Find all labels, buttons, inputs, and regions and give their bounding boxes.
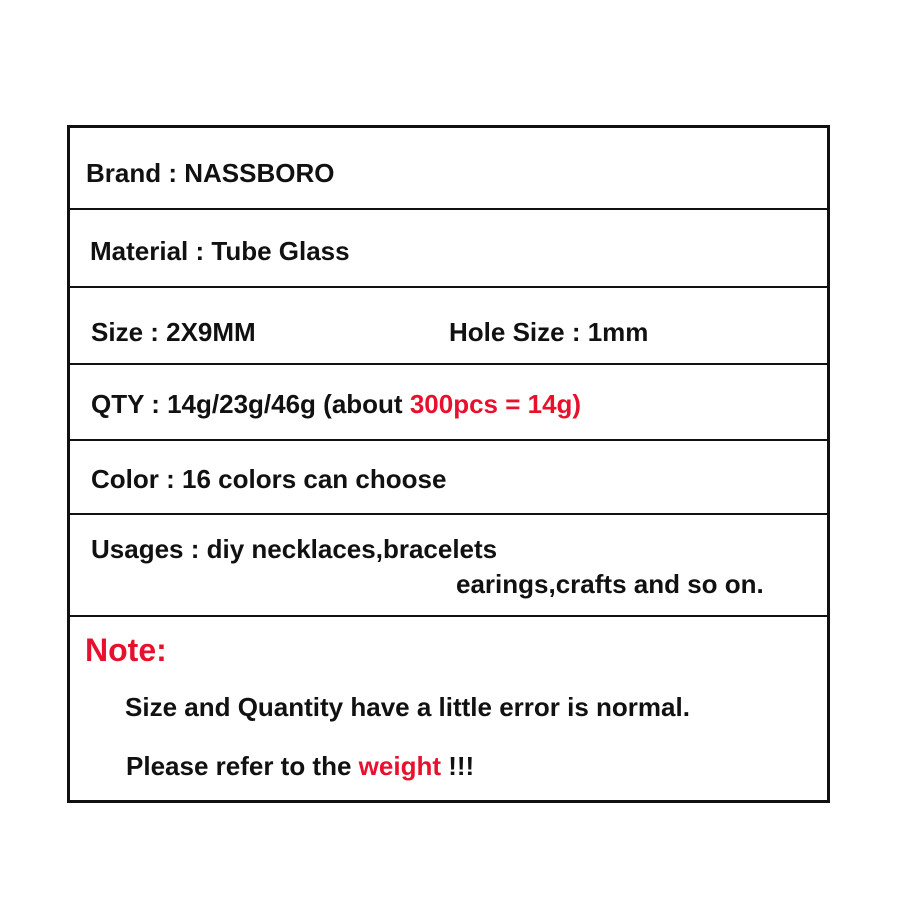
usages-row <box>70 515 827 617</box>
note-weight-highlight: weight <box>358 751 441 781</box>
quantity-row <box>70 365 827 441</box>
product-spec-table <box>67 125 830 803</box>
quantity-prefix: QTY : 14g/23g/46g (about <box>91 389 410 419</box>
note-line2-suffix: !!! <box>441 751 475 781</box>
usages-text-line2: earings,crafts and so on. <box>456 569 764 599</box>
note-title: Note: <box>85 632 167 668</box>
note-text-line1: Size and Quantity have a little error is normal. <box>125 692 690 722</box>
size-text: Size : 2X9MM <box>91 317 256 347</box>
brand-row <box>70 128 827 210</box>
material-text: Material : Tube Glass <box>90 236 350 266</box>
quantity-highlight: 300pcs = 14g) <box>409 389 582 419</box>
hole-size-text: Hole Size : 1mm <box>449 317 649 347</box>
brand-text: Brand : NASSBORO <box>86 158 335 188</box>
note-line2-prefix: Please refer to the <box>126 751 359 781</box>
material-row <box>70 210 827 288</box>
note-row <box>70 617 827 800</box>
color-text: Color : 16 colors can choose <box>91 464 447 494</box>
note-text-line2 <box>126 753 474 779</box>
color-row <box>70 441 827 515</box>
usages-text-line1: Usages : diy necklaces,bracelets <box>91 534 498 564</box>
quantity-text <box>91 391 581 417</box>
size-row <box>70 288 827 365</box>
